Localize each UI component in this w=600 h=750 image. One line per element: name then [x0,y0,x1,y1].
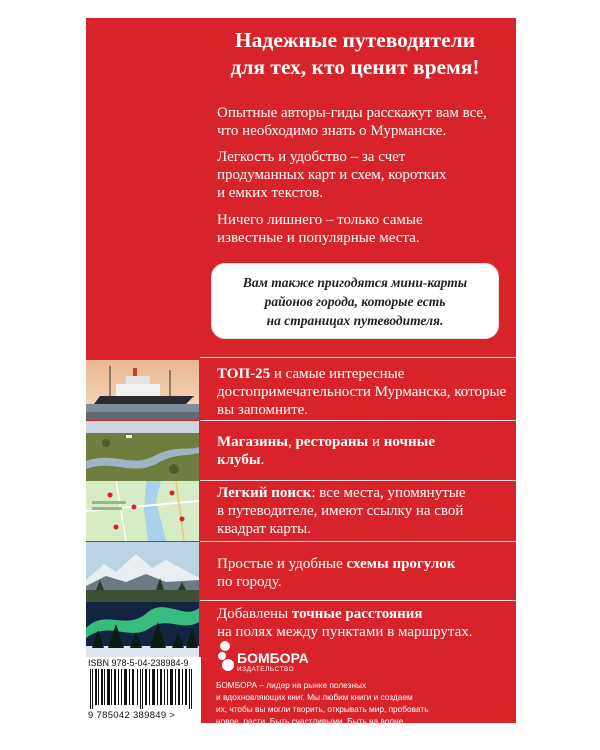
text-line [217,365,507,383]
intro-paragraph [217,148,447,202]
feature-highlight: ночные [383,434,435,450]
text-line: Вам также пригодятся мини-карты [242,275,468,290]
divider [200,541,516,542]
divider [200,420,516,421]
feature-text: и [368,434,384,450]
city-map [86,481,199,541]
headline [200,27,510,81]
feature-walks [217,555,507,591]
feature-text: : все места, упомянутые [311,485,466,501]
text-line: Опытные авторы-гиды расскажут вам все, [217,105,487,121]
isbn-text: ISBN 978-5-04-238984-9 [88,658,189,668]
bombora-logo-icon [216,640,234,672]
feature-highlight: схемы прогулок [346,556,456,572]
publisher-name: БОМБОРА [237,650,309,666]
callout-box [211,263,499,339]
callout-text [212,273,498,330]
feature-search [217,484,507,538]
feature-highlight: точные расстояния [291,606,423,622]
feature-text: . [260,452,265,468]
feature-highlight: ТОП-25 [217,366,271,382]
text-line: на страницах путеводителя. [266,313,444,328]
aurora-photo [86,602,199,662]
divider [200,600,516,601]
publisher-logo [216,640,309,677]
intro-paragraph [217,104,487,140]
text-line: на полях между пунктами в маршрутах. [217,624,473,640]
river-photo [86,421,199,481]
text-line: по городу. [217,574,282,590]
feature-text: и самые интересные [270,366,405,382]
text-line: Ничего лишнего – только самые [217,212,423,228]
feature-highlight: клубы [217,452,261,468]
text-line [217,484,507,502]
text-line: продуманных карт и схем, коротких [217,167,447,183]
feature-top25 [217,365,507,419]
text-line: квадрат карты. [217,521,311,537]
barcode-icon [88,669,199,709]
text-line: и емких текстов. [217,185,323,201]
text-line: известные и популярные места. [217,230,420,246]
text-line: достопримечательности Мурманска, которые [217,384,507,400]
text-line: и вдохновляющих книг. Мы любим книги и создаем [216,692,413,702]
feature-highlight: рестораны [295,434,369,450]
feature-highlight: Легкий поиск [217,485,312,501]
text-line [217,433,507,451]
feature-highlight: Магазины [217,434,288,450]
intro-paragraph [217,211,423,247]
barcode-block [86,657,201,723]
feature-distances [217,605,507,641]
mountains-photo [86,542,199,602]
divider [200,480,516,481]
text-line [217,451,507,469]
text-line: Легкость и удобство – за счет [217,149,406,165]
headline-line: Надежные путеводители [234,28,476,52]
publisher-about [216,679,516,727]
text-line: их, чтобы вы могли творить, открывать мир, пробовать [216,704,429,714]
text-line [217,555,507,573]
publisher-subtitle: ИЗДАТЕЛЬСТВО [237,666,295,673]
icebreaker-photo [86,360,199,420]
text-line: что необходимо знать о Мурманске. [217,123,447,139]
headline-line: для тех, кто ценит время! [230,55,480,79]
feature-text: Простые и удобные [217,556,347,572]
text-line: вы запомните. [217,402,309,418]
barcode-number: 9 785042 389849 > [88,710,176,721]
text-line: районов города, которые есть [264,294,446,309]
text-line: в путеводителе, имеют ссылку на свой [217,503,464,519]
feature-text: Добавлены [217,606,292,622]
text-line: БОМБОРА – лидер на рынке полезных [216,680,367,690]
feature-text: , [288,434,296,450]
feature-shops [217,433,507,469]
text-line: новое, расти. Быть счастливыми. Быть на волне. [216,716,406,726]
divider [200,357,516,358]
text-line [217,605,507,623]
